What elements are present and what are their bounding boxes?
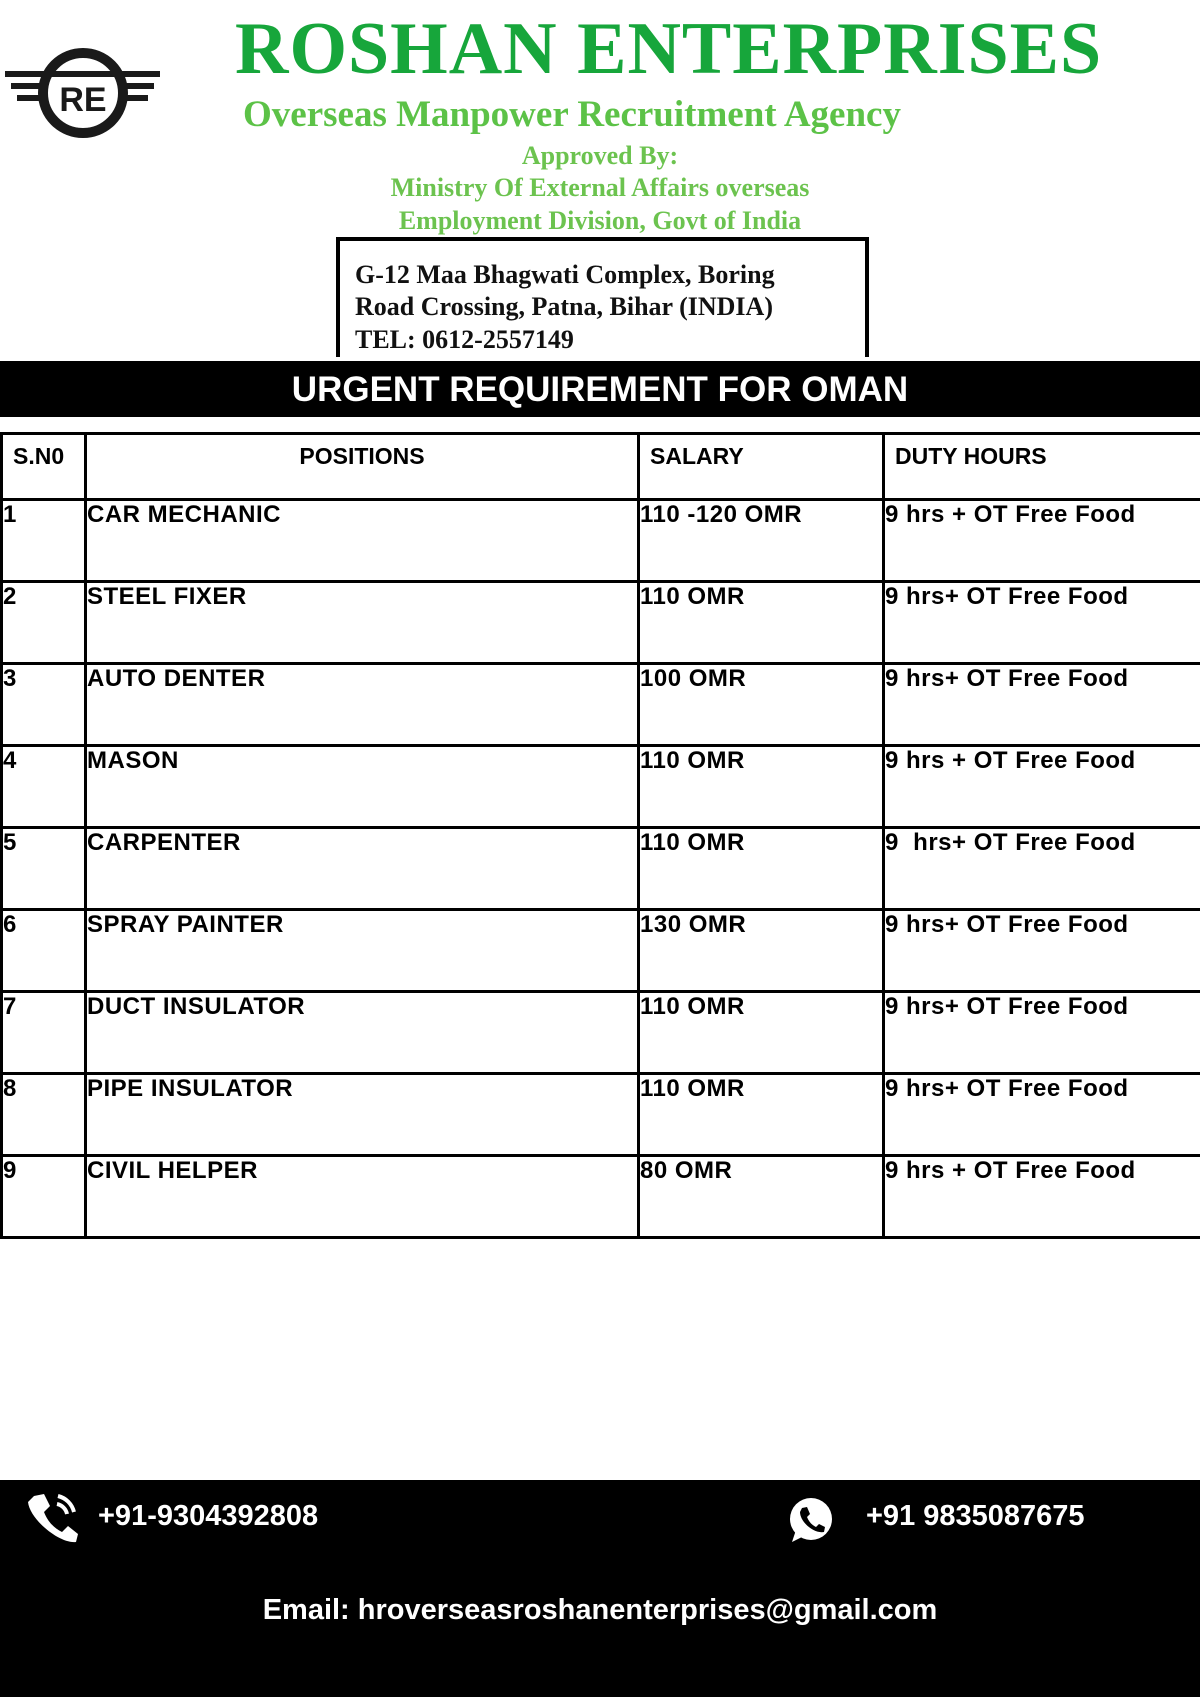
table-row — [2, 910, 1200, 992]
logo-text: RE — [59, 81, 107, 119]
header-positions: POSITIONS — [86, 434, 639, 500]
cell-salary: 110 OMR — [639, 582, 884, 664]
cell-sno: 4 — [2, 746, 86, 828]
cell-position: DUCT INSULATOR — [86, 992, 639, 1074]
table-row — [2, 500, 1200, 582]
telephone: TEL: 0612-2557149 — [355, 325, 574, 354]
cell-salary: 100 OMR — [639, 664, 884, 746]
cell-duty: 9 hrs+ OT Free Food — [884, 828, 1200, 910]
approval-line-1: Ministry Of External Affairs overseas — [390, 173, 810, 202]
cell-salary: 110 OMR — [639, 1074, 884, 1156]
approved-by: Approved By: — [521, 141, 679, 170]
cell-salary: 110 OMR — [639, 992, 884, 1074]
contact-footer — [0, 1480, 1200, 1697]
whatsapp-number[interactable]: +91 9835087675 — [866, 1500, 1085, 1532]
cell-position: CAR MECHANIC — [86, 500, 639, 582]
table-row — [2, 664, 1200, 746]
cell-sno: 3 — [2, 664, 86, 746]
cell-sno: 1 — [2, 500, 86, 582]
cell-salary: 80 OMR — [639, 1156, 884, 1238]
table-row — [2, 746, 1200, 828]
jobs-table — [0, 432, 1200, 1239]
table-row — [2, 992, 1200, 1074]
cell-duty: 9 hrs + OT Free Food — [884, 746, 1200, 828]
cell-sno: 9 — [2, 1156, 86, 1238]
cell-sno: 2 — [2, 582, 86, 664]
table-row — [2, 1074, 1200, 1156]
header-sno: S.N0 — [2, 434, 86, 500]
cell-duty: 9 hrs+ OT Free Food — [884, 992, 1200, 1074]
cell-sno: 7 — [2, 992, 86, 1074]
table-row — [2, 828, 1200, 910]
company-name: ROSHAN ENTERPRISES — [235, 8, 1103, 90]
tagline: Overseas Manpower Recruitment Agency — [243, 94, 901, 135]
table-row — [2, 1156, 1200, 1238]
address-line-2: Road Crossing, Patna, Bihar (INDIA) — [355, 292, 773, 321]
cell-position: PIPE INSULATOR — [86, 1074, 639, 1156]
phone-icon — [24, 1490, 80, 1546]
cell-duty: 9 hrs+ OT Free Food — [884, 582, 1200, 664]
cell-sno: 8 — [2, 1074, 86, 1156]
cell-duty: 9 hrs + OT Free Food — [884, 500, 1200, 582]
cell-sno: 6 — [2, 910, 86, 992]
table-row — [2, 582, 1200, 664]
cell-position: SPRAY PAINTER — [86, 910, 639, 992]
cell-duty: 9 hrs + OT Free Food — [884, 1156, 1200, 1238]
requirement-banner: URGENT REQUIREMENT FOR OMAN — [0, 361, 1200, 417]
cell-salary: 110 -120 OMR — [639, 500, 884, 582]
cell-position: AUTO DENTER — [86, 664, 639, 746]
cell-duty: 9 hrs+ OT Free Food — [884, 664, 1200, 746]
cell-salary: 110 OMR — [639, 746, 884, 828]
cell-position: CARPENTER — [86, 828, 639, 910]
approval-line-2: Employment Division, Govt of India — [398, 206, 802, 235]
cell-salary: 130 OMR — [639, 910, 884, 992]
header-duty-hours: DUTY HOURS — [884, 434, 1200, 500]
cell-sno: 5 — [2, 828, 86, 910]
cell-position: MASON — [86, 746, 639, 828]
table-header-row — [2, 434, 1200, 500]
header-salary: SALARY — [639, 434, 884, 500]
cell-position: STEEL FIXER — [86, 582, 639, 664]
address-line-1: G-12 Maa Bhagwati Complex, Boring — [355, 260, 775, 289]
cell-salary: 110 OMR — [639, 828, 884, 910]
cell-duty: 9 hrs+ OT Free Food — [884, 1074, 1200, 1156]
email-address[interactable]: Email: hroverseasroshanenterprises@gmail.com — [262, 1594, 938, 1626]
whatsapp-icon — [784, 1494, 836, 1546]
company-logo — [5, 45, 160, 141]
cell-position: CIVIL HELPER — [86, 1156, 639, 1238]
cell-duty: 9 hrs+ OT Free Food — [884, 910, 1200, 992]
phone-number[interactable]: +91-9304392808 — [98, 1500, 319, 1532]
